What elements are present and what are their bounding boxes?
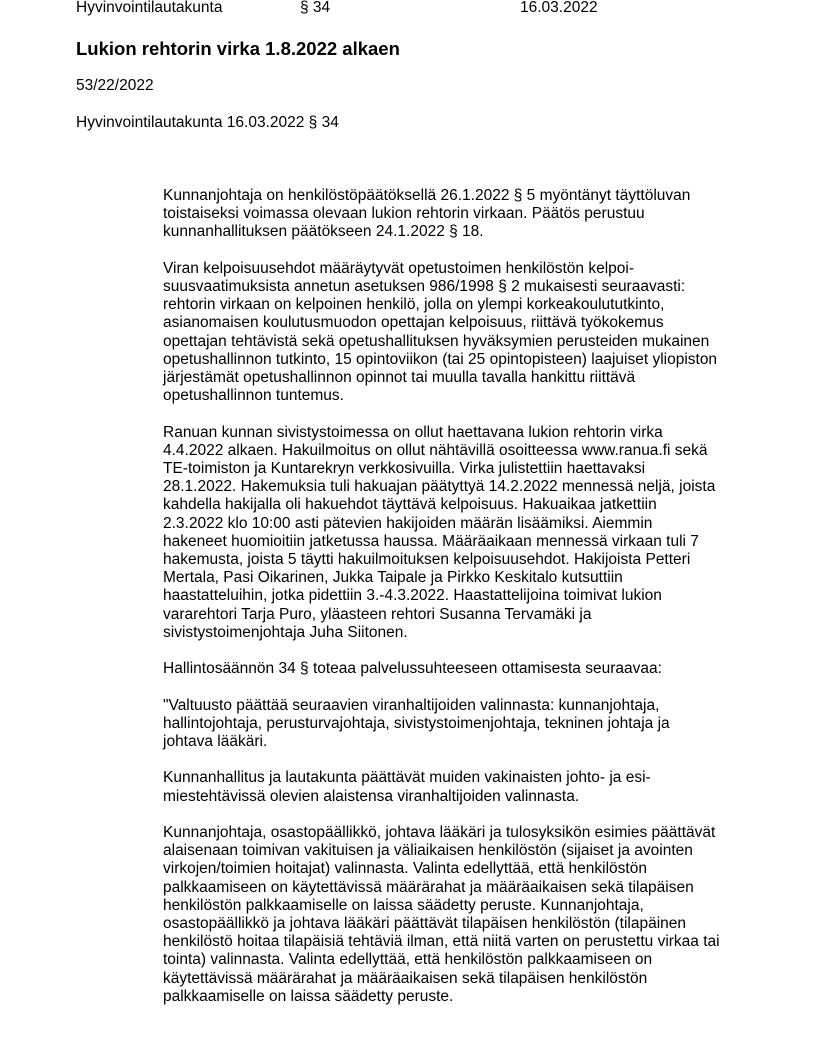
paragraph-line: sivistystoimenjohtaja Juha Siitonen. xyxy=(163,623,408,641)
paragraph-line: Hallintosäännön 34 § toteaa palvelussuhteeseen ottamisesta seuraavaa: xyxy=(163,660,662,678)
paragraph-line: 2.3.2022 klo 10:00 asti pätevien hakijoiden määrän lisäämiksi. Aiemmin xyxy=(163,514,653,532)
body-paragraph xyxy=(163,769,748,805)
paragraph-line: kunnanhallituksen päätökseen 24.1.2022 § 18. xyxy=(163,223,484,241)
paragraph-line: Viran kelpoisuusehdot määräytyvät opetustoimen henkilöstön kelpoi- xyxy=(163,259,635,277)
paragraph-line: osastopäällikkö ja johtava lääkäri päättävät tilapäisen henkilöstön (tilapäinen xyxy=(163,915,687,933)
paragraph-line: johtava lääkäri. xyxy=(163,733,268,751)
paragraph-line: järjestämät opetushallinnon opinnot tai muulla tavalla hankittu riittävä xyxy=(163,369,636,387)
body-paragraph xyxy=(163,660,748,678)
paragraph-line: 4.4.2022 alkaen. Hakuilmoitus on ollut nähtävillä osoitteessa www.ranua.fi sekä xyxy=(163,441,708,459)
paragraph-line: hallintojohtaja, perusturvajohtaja, sivistystoimenjohtaja, tekninen johtaja ja xyxy=(163,714,670,732)
reference-number: 53/22/2022 xyxy=(76,77,154,94)
paragraph-line: hakemusta, joista 5 täytti hakuilmoituksen kelpoisuusehdot. Hakijoista Petteri xyxy=(163,551,691,569)
paragraph-line: Ranuan kunnan sivistystoimessa on ollut haettavana lukion rehtorin virka xyxy=(163,423,663,441)
paragraph-line: asianomaisen koulutusmuodon opettajan kelpoisuus, riittävä työkokemus xyxy=(163,314,664,332)
body-paragraph xyxy=(163,260,748,406)
paragraph-line: palkkaamiseen on käytettävissä määrärahat ja määräaikaisen sekä tilapäisen xyxy=(163,878,694,896)
paragraph-line: opetushallinnon tutkinto, 15 opintoviikon (tai 25 opintopisteen) laajuiset yliopiston xyxy=(163,350,718,368)
paragraph-line: Kunnanhallitus ja lautakunta päättävät muiden vakinaisten johto- ja esi- xyxy=(163,769,651,787)
paragraph-line: rehtorin virkaan on kelpoinen henkilö, jolla on ylempi korkeakoulututkinto, xyxy=(163,296,665,314)
paragraph-line: virkojen/toimien hoitajat) valinnasta. Valinta edellyttää, että henkilöstön xyxy=(163,860,647,878)
paragraph-line: henkilöstön palkkaamiselle on laissa säädetty peruste. Kunnanjohtaja, xyxy=(163,896,644,914)
paragraph-line: henkilöstö hoitaa tilapäisiä tehtäviä ilman, että niitä varten on perustettu virkaa tai xyxy=(163,933,720,951)
body-paragraph xyxy=(163,697,748,752)
paragraph-line: vararehtori Tarja Puro, yläasteen rehtori Susanna Tervamäki ja xyxy=(163,605,592,623)
body-paragraph xyxy=(163,424,748,642)
paragraph-line: TE-toimiston ja Kuntarekryn verkkosivuilla. Virka julistettiin haettavaksi xyxy=(163,460,646,478)
paragraph-line: suusvaatimuksista annetun asetuksen 986/1998 § 2 mukaisesti seuraavasti: xyxy=(163,278,686,295)
paragraph-line: Kunnanjohtaja on henkilöstöpäätöksellä 26.1.2022 § 5 myöntänyt täyttöluvan xyxy=(163,187,691,204)
header-board-name: Hyvinvointilautakunta xyxy=(76,0,223,16)
paragraph-line: palkkaamiselle on laissa säädetty peruste. xyxy=(163,987,454,1005)
paragraph-line: haastatteluihin, jotka pidettiin 3.-4.3.2022. Haastattelijoina toimivat lukion xyxy=(163,587,662,605)
body-paragraph xyxy=(163,187,748,242)
paragraph-line: "Valtuusto päättää seuraavien viranhaltijoiden valinnasta: kunnanjohtaja, xyxy=(163,696,660,714)
paragraph-line: opetushallinnon tuntemus. xyxy=(163,387,344,405)
paragraph-line: hakeneet huomioitiin jatketussa haussa. Määräaikaan mennessä virkaan tuli 7 xyxy=(163,532,699,550)
document-body xyxy=(163,187,748,1024)
paragraph-line: käytettävissä määrärahat ja määräaikaisen sekä tilapäisen henkilöstön xyxy=(163,969,648,987)
paragraph-line: 28.1.2022. Hakemuksia tuli hakuajan päätyttyä 14.2.2022 mennessä neljä, joista xyxy=(163,478,716,496)
paragraph-line: miestehtävissä olevien alaistensa viranhaltijoiden valinnasta. xyxy=(163,787,580,805)
header-date: 16.03.2022 xyxy=(520,0,598,16)
header-section-number: § 34 xyxy=(300,0,331,16)
body-paragraph xyxy=(163,824,748,1006)
paragraph-line: toistaiseksi voimassa olevaan lukion rehtorin virkaan. Päätös perustuu xyxy=(163,205,645,223)
paragraph-line: Mertala, Pasi Oikarinen, Jukka Taipale ja Pirkko Keskitalo kutsuttiin xyxy=(163,569,623,587)
paragraph-line: tointa) valinnasta. Valinta edellyttää, että henkilöstön palkkaamiseen on xyxy=(163,951,653,969)
meeting-line: Hyvinvointilautakunta 16.03.2022 § 34 xyxy=(76,114,339,131)
paragraph-line: Kunnanjohtaja, osastopäällikkö, johtava lääkäri ja tulosyksikön esimies päättävät xyxy=(163,824,716,842)
paragraph-line: opettajan tehtävistä sekä opetushallituksen hyväksymien perusteiden mukainen xyxy=(163,332,710,350)
paragraph-line: kahdella hakijalla oli hakuehdot täyttävä kelpoisuus. Hakuaikaa jatkettiin xyxy=(163,496,657,514)
paragraph-line: alaisenaan toimivan vakituisen ja väliaikaisen henkilöstön (sijaiset ja avointen xyxy=(163,842,693,860)
document-title: Lukion rehtorin virka 1.8.2022 alkaen xyxy=(76,38,400,59)
